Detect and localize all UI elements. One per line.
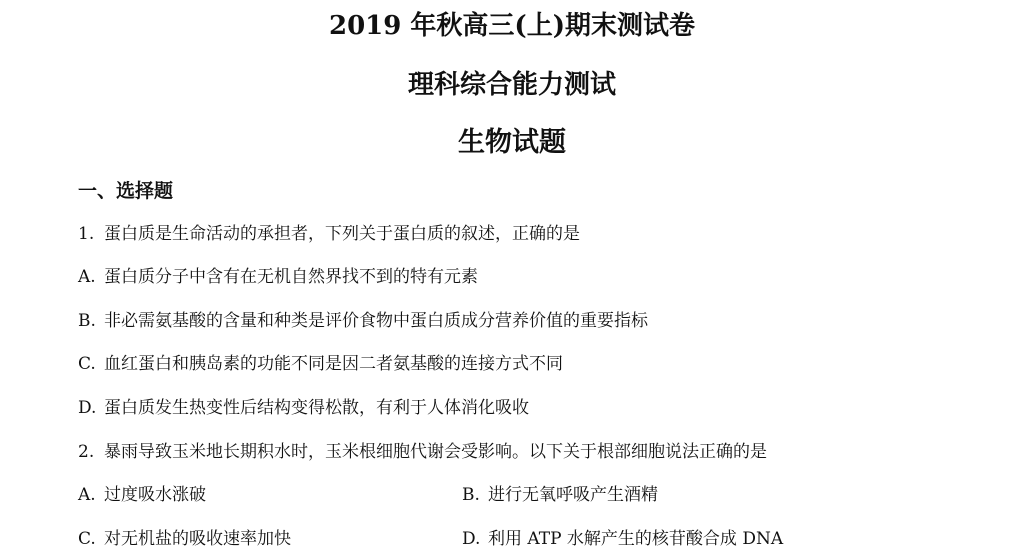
option-label: A. [78, 267, 96, 287]
option-label: A. [78, 485, 96, 505]
question-1-stem [78, 219, 580, 244]
question-2-stem [78, 437, 767, 462]
option-label: B. [78, 311, 96, 331]
question-2-option-c [78, 524, 291, 549]
option-label: B. [462, 485, 480, 505]
question-number: 2. [78, 442, 95, 462]
option-text: 利用 ATP 水解产生的核苷酸合成 DNA [488, 529, 784, 549]
question-number: 1. [78, 224, 95, 244]
option-label: C. [78, 354, 96, 374]
option-text: 蛋白质发生热变性后结构变得松散，有利于人体消化吸收 [104, 398, 529, 418]
exam-title: 2019 年秋高三(上)期末测试卷 [328, 11, 696, 41]
question-2-option-d [462, 524, 783, 549]
option-text: 进行无氧呼吸产生酒精 [488, 485, 658, 505]
subject-title: 生物试题 [458, 127, 566, 158]
question-1-option-d [78, 393, 529, 418]
question-1-option-c [78, 349, 563, 374]
option-label: D. [462, 529, 481, 549]
question-1-option-b [78, 306, 648, 331]
option-label: D. [78, 398, 97, 418]
question-2-option-b [462, 480, 658, 505]
section-heading: 一、选择题 [78, 180, 174, 202]
question-text: 蛋白质是生命活动的承担者，下列关于蛋白质的叙述，正确的是 [104, 224, 580, 244]
question-1-option-a [78, 262, 478, 287]
option-text: 非必需氨基酸的含量和种类是评价食物中蛋白质成分营养价值的重要指标 [104, 311, 648, 331]
option-text: 蛋白质分子中含有在无机自然界找不到的特有元素 [104, 267, 478, 287]
option-text: 对无机盐的吸收速率加快 [104, 529, 291, 549]
question-text: 暴雨导致玉米地长期积水时，玉米根细胞代谢会受影响。以下关于根部细胞说法正确的是 [104, 442, 767, 462]
question-2-option-a [78, 480, 206, 505]
exam-subtitle: 理科综合能力测试 [407, 70, 616, 100]
option-text: 血红蛋白和胰岛素的功能不同是因二者氨基酸的连接方式不同 [104, 354, 563, 374]
option-text: 过度吸水涨破 [104, 485, 206, 505]
option-label: C. [78, 529, 96, 549]
